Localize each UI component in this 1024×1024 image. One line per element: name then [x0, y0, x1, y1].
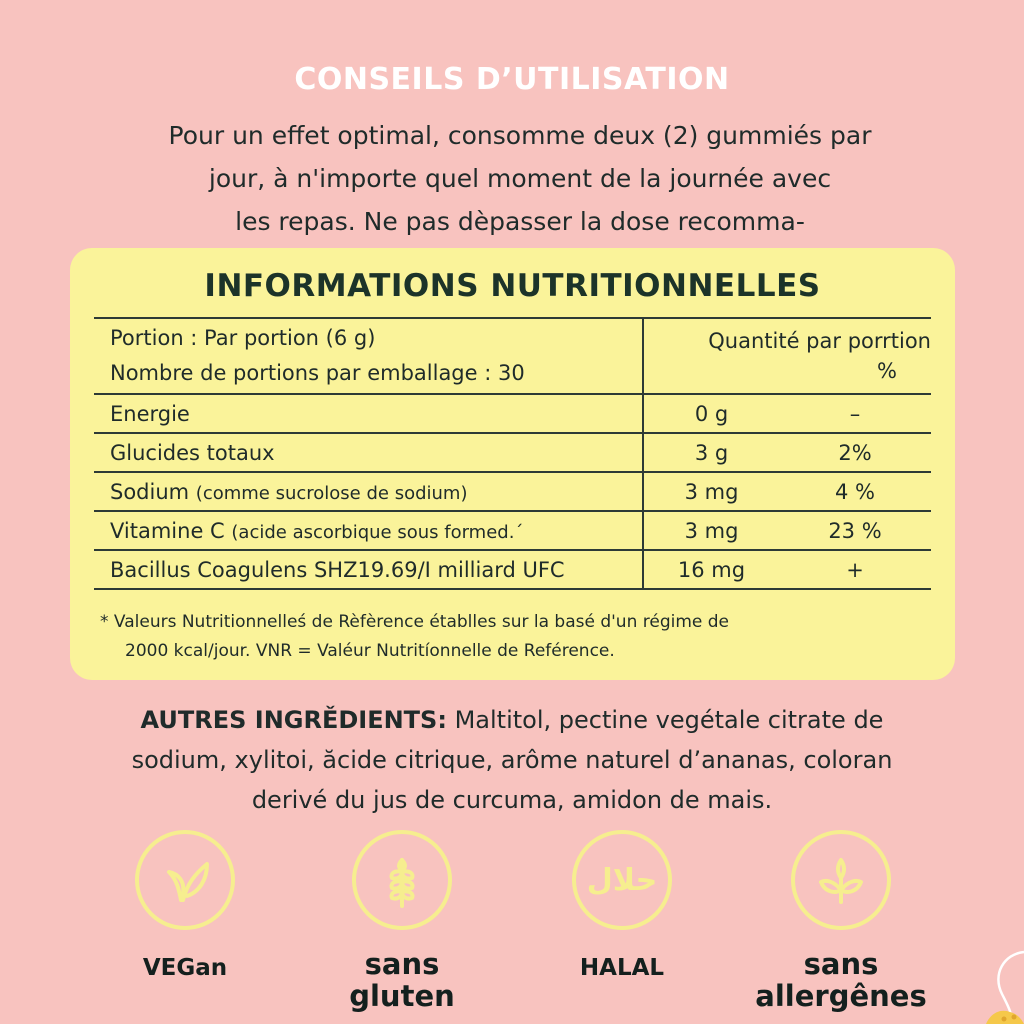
badge-label-line: allergênes — [755, 979, 927, 1013]
nutrition-header-row — [94, 318, 931, 394]
usage-text — [100, 114, 940, 243]
badge-halal — [522, 830, 722, 984]
usage-line: les repas. Ne pas dèpasser la dose recomma- — [235, 207, 805, 236]
wheat-icon — [372, 850, 432, 910]
badge-label — [85, 952, 285, 984]
portion-cell — [94, 318, 643, 394]
nutrient-quantity: 3 mg — [643, 511, 779, 550]
nutrient-percent: 2% — [779, 433, 931, 472]
nutrient-percent: – — [779, 394, 931, 433]
badge-label-line: HALAL — [579, 955, 665, 981]
usage-title: CONSEILS D’UTILISATION — [294, 62, 730, 97]
nutrient-name: Glucides totaux — [110, 440, 275, 465]
ingredients-block — [80, 700, 944, 820]
badge-label — [302, 948, 502, 1012]
nutrition-row — [94, 550, 931, 589]
badge-label — [741, 948, 941, 1012]
nutrient-percent: 4 % — [779, 472, 931, 511]
nutrition-row — [94, 433, 931, 472]
badge-label-line: sans — [364, 947, 440, 981]
nutrient-name: Sodium — [110, 479, 190, 504]
badge-label-line: sans — [803, 947, 879, 981]
badge-label-line: gluten — [349, 979, 455, 1013]
badge-ring — [572, 830, 672, 930]
quantity-header-cell — [643, 318, 931, 394]
nutrient-name-cell — [94, 472, 643, 511]
badge-allergen-free — [741, 830, 941, 1012]
badge-ring — [135, 830, 235, 930]
nutrition-title: INFORMATIONS NUTRITIONNELLES — [204, 268, 821, 304]
nutrient-percent: 23 % — [779, 511, 931, 550]
pineapple-decoration — [944, 924, 1024, 1024]
quantity-header: Quantité par porrtion — [708, 329, 931, 353]
nutrition-row — [94, 472, 931, 511]
nutrition-table — [94, 317, 931, 590]
nutrition-row — [94, 394, 931, 433]
ingredients-line: derivé du jus de curcuma, amidon de mais. — [251, 786, 773, 814]
ingredients-line: sodium, xylitoi, ăcide citrique, arôme naturel d’ananas, coloran — [131, 746, 893, 774]
nutrient-percent: + — [779, 550, 931, 589]
nutrient-name-cell — [94, 433, 643, 472]
nutrient-quantity: 0 g — [643, 394, 779, 433]
nutrient-name-cell — [94, 511, 643, 550]
ingredients-line — [80, 700, 944, 740]
nutrient-note: (acide ascorbique sous formed.ˊ — [231, 521, 524, 543]
sprout-icon — [811, 850, 871, 910]
badge-gluten-free — [302, 830, 502, 1012]
nutrient-note: (comme sucrolose de sodium) — [195, 482, 468, 504]
nutrition-footnote — [100, 608, 930, 666]
ingredients-text: Maltitol, pectine vegétale citrate de — [454, 706, 884, 734]
percent-header: % — [877, 359, 897, 383]
badge-ring — [791, 830, 891, 930]
badge-label — [522, 952, 722, 984]
usage-line: jour, à n'importe quel moment de la journée avec — [208, 164, 832, 193]
servings-line: Nombre de portions par emballage : 30 — [110, 361, 525, 385]
footnote-line: * Valeurs Nutritionnelleś de Rèfèrence établles sur la basé d'un régime de — [100, 612, 730, 632]
nutrient-note: I milliard UFC — [424, 557, 565, 582]
badge-label-line: VEGan — [142, 955, 228, 981]
halal-icon: حلال — [586, 862, 658, 898]
nutrient-quantity: 3 g — [643, 433, 779, 472]
badge-vegan — [85, 830, 285, 984]
nutrient-name-cell — [94, 550, 643, 589]
badge-ring — [352, 830, 452, 930]
ingredients-label: AUTRES INGRĚDIENTS: — [140, 706, 447, 734]
nutrient-quantity: 3 mg — [643, 472, 779, 511]
nutrition-card — [70, 248, 955, 680]
nutrient-name: Energie — [110, 401, 190, 426]
nutrition-row — [94, 511, 931, 550]
leaf-icon — [155, 850, 215, 910]
usage-line: Pour un effet optimal, consomme deux (2) gummiés par — [168, 121, 872, 150]
nutrient-quantity: 16 mg — [643, 550, 779, 589]
portion-line: Portion : Par portion (6 g) — [110, 326, 376, 350]
nutrient-name-cell — [94, 394, 643, 433]
footnote-line: 2000 kcal/jour. VNR = Valéur Nutritíonnelle de Reférence. — [125, 641, 615, 661]
nutrient-name: Bacillus Coagulens SHZ19.69/ — [110, 557, 425, 582]
nutrient-name: Vitamine C — [110, 518, 225, 543]
